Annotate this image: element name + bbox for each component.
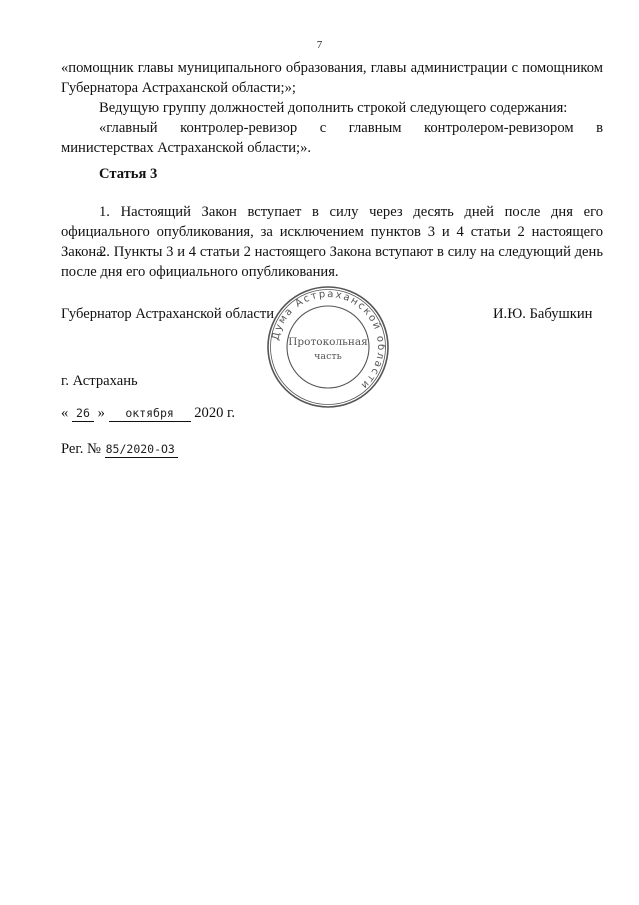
article-item-2: 2. Пункты 3 и 4 статьи 2 настоящего Закона вступают в силу на следующий день после дня его официального опубликования. [61, 244, 603, 280]
date-open-quote: « [61, 405, 69, 421]
paragraph-assistant: «помощник главы муниципального образования, главы администрации с помощником Губернатора Астраханской области;»; [61, 60, 603, 96]
stamp-center-line2: часть [314, 351, 342, 362]
stamp-ring-text: Дума Астраханской области [270, 288, 387, 392]
signature-position: Губернатор Астраханской области [61, 306, 275, 322]
registration-line [61, 439, 178, 459]
official-stamp [266, 285, 390, 409]
date-close-quote: » [97, 405, 105, 421]
article-title: Статья 3 [99, 166, 158, 182]
date-month: октября [109, 405, 191, 422]
registration-label: Рег. № [61, 441, 101, 457]
paragraph-controller: «главный контролер-ревизор с главным контролером-ревизором в министерствах Астраханской области;». [61, 120, 603, 156]
registration-number: 85/2020-ОЗ [105, 441, 178, 458]
date-day: 26 [72, 405, 94, 422]
date-line [61, 403, 235, 423]
city: г. Астрахань [61, 373, 138, 389]
signature-name: И.Ю. Бабушкин [493, 306, 593, 322]
stamp-center-line1: Протокольная [288, 336, 368, 348]
date-year: 2020 г. [194, 405, 236, 421]
page-number: 7 [316, 39, 323, 51]
paragraph-leading-group: Ведущую группу должностей дополнить строкой следующего содержания: [99, 100, 568, 116]
article-item-1: 1. Настоящий Закон вступает в силу через десять дней после дня его официального опубликования, за исключением пунктов 3 и 4 статьи 2 настоящего Закона. [61, 204, 603, 260]
